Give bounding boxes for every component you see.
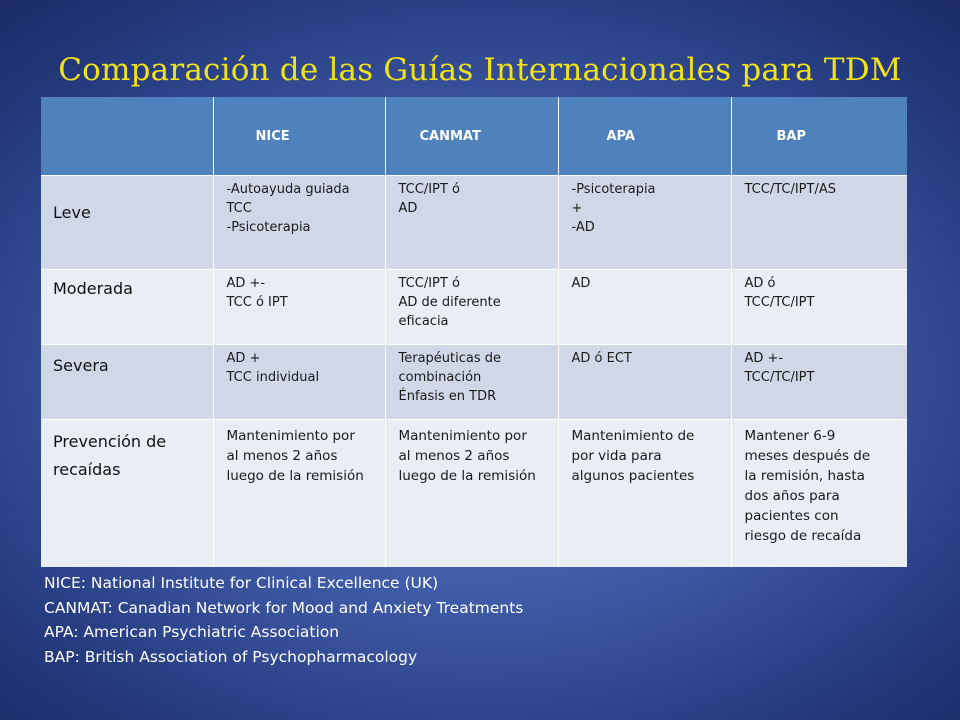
cell-line: pacientes con [744, 508, 839, 524]
cell-line: luego de la remisión [226, 468, 364, 484]
cell-line: TCC [226, 201, 252, 216]
cell-line: riesgo de recaída [744, 528, 862, 544]
header-cell-apa: APA [558, 97, 731, 176]
row-label: Leve [41, 176, 213, 270]
table-header-row [41, 97, 907, 176]
abbreviations-legend [44, 571, 523, 669]
cell-line: la remisión, hasta [744, 468, 865, 484]
slide-title: Comparación de las Guías Internacionales para TDM [58, 52, 902, 88]
legend-line-nice: NICE: National Institute for Clinical Excellence (UK) [44, 574, 439, 592]
table-cell-nice [213, 270, 385, 345]
cell-line: TCC/TC/IPT/AS [744, 182, 836, 197]
cell-line: AD +- [226, 276, 266, 291]
table-row [41, 176, 907, 270]
cell-line: AD [571, 276, 591, 291]
row-label: Moderada [41, 270, 213, 345]
cell-line: meses después de [744, 448, 871, 464]
cell-line: TCC/IPT ó [398, 276, 460, 291]
table-row [41, 270, 907, 345]
cell-line: TCC individual [226, 370, 320, 385]
legend-line-canmat: CANMAT: Canadian Network for Mood and Anxiety Treatments [44, 598, 524, 617]
row-label: Prevención de recaídas [41, 420, 213, 567]
header-cell-nice: NICE [213, 97, 385, 176]
header-cell-bap: BAP [731, 97, 907, 176]
cell-line: -Psicoterapia [571, 182, 656, 197]
table-cell-canmat [385, 345, 558, 420]
cell-line: luego de la remisión [398, 468, 536, 484]
cell-line: -Psicoterapia [226, 220, 311, 235]
table-cell-bap [731, 420, 907, 567]
table-row [41, 420, 907, 567]
table-cell-apa [558, 176, 731, 270]
cell-line: AD ó [744, 276, 776, 291]
cell-line: AD + [226, 351, 261, 366]
table-cell-canmat [385, 270, 558, 345]
cell-line: dos años para [744, 488, 840, 504]
cell-line: -AD [571, 220, 595, 235]
cell-line: + [571, 201, 583, 216]
cell-line: AD [398, 201, 418, 216]
table-cell-canmat [385, 176, 558, 270]
cell-line: combinación [398, 370, 482, 385]
cell-line: -Autoayuda guiada [226, 182, 350, 197]
cell-line: AD +- [744, 351, 784, 366]
table-cell-nice [213, 345, 385, 420]
table-cell-apa [558, 270, 731, 345]
cell-line: por vida para [571, 448, 662, 464]
cell-line: Mantenimiento de [571, 428, 695, 444]
cell-line: al menos 2 años [226, 448, 338, 464]
cell-line: TCC ó IPT [226, 295, 288, 310]
cell-line: al menos 2 años [398, 448, 510, 464]
table-cell-bap [731, 176, 907, 270]
cell-line: Énfasis en TDR [398, 389, 497, 404]
table-cell-apa [558, 420, 731, 567]
table-cell-apa [558, 345, 731, 420]
table-body [41, 176, 907, 567]
table-cell-nice [213, 176, 385, 270]
guidelines-table [41, 97, 907, 567]
cell-line: AD de diferente [398, 295, 501, 310]
header-cell-empty [41, 97, 213, 176]
cell-line: Mantenimiento por [226, 428, 355, 444]
table-cell-bap [731, 345, 907, 420]
header-cell-canmat: CANMAT [385, 97, 558, 176]
cell-line: Mantenimiento por [398, 428, 527, 444]
table-cell-canmat [385, 420, 558, 567]
cell-line: eficacia [398, 314, 449, 329]
cell-line: algunos pacientes [571, 468, 695, 484]
row-label: Severa [41, 345, 213, 420]
legend-line-bap: BAP: British Association of Psychopharmacology [44, 647, 418, 666]
table-cell-bap [731, 270, 907, 345]
cell-line: TCC/TC/IPT [744, 295, 815, 310]
table-cell-nice [213, 420, 385, 567]
cell-line: Mantener 6-9 [744, 428, 836, 444]
cell-line: AD ó ECT [571, 351, 632, 366]
legend-line-apa: APA: American Psychiatric Association [44, 623, 340, 641]
cell-line: TCC/TC/IPT [744, 370, 815, 385]
cell-line: TCC/IPT ó [398, 182, 460, 197]
cell-line: Terapéuticas de [398, 351, 502, 366]
table-row [41, 345, 907, 420]
